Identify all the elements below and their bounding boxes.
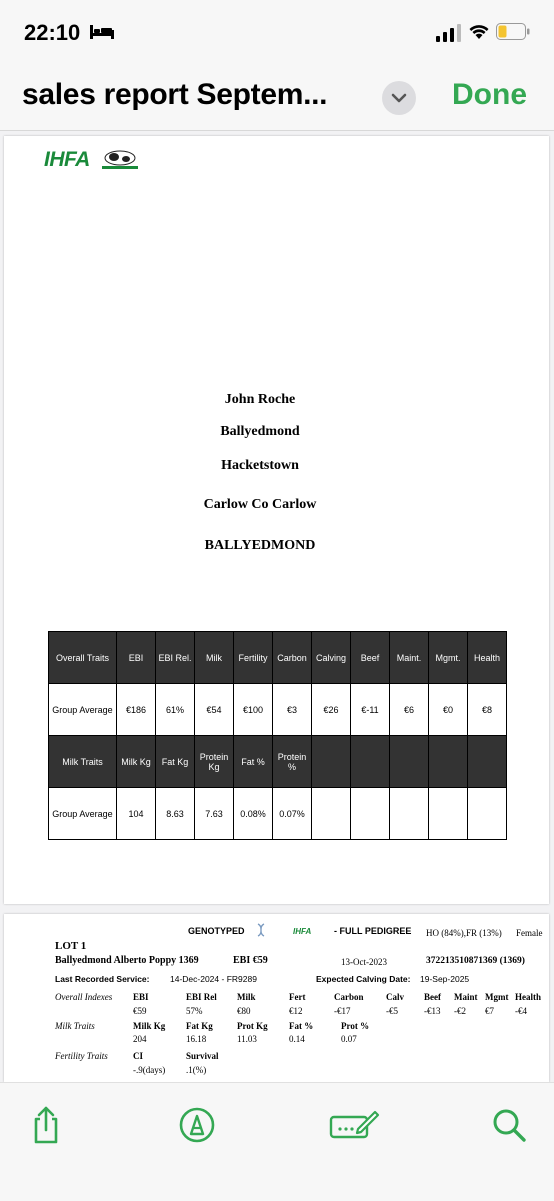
fertility-trait-value: -.9(days)	[133, 1065, 166, 1075]
milk-trait-header: Prot Kg	[237, 1021, 268, 1031]
date-of-birth: 13-Oct-2023	[341, 957, 387, 967]
table-cell: 8.63	[156, 788, 195, 840]
table-cell: €0	[429, 684, 468, 736]
ihfa-small-logo: IHFA	[293, 927, 312, 936]
table-cell: €26	[312, 684, 351, 736]
table-cell: 0.07%	[273, 788, 312, 840]
title-menu-button[interactable]	[382, 81, 416, 115]
index-header: Health	[515, 992, 541, 1002]
index-value: -€2	[454, 1006, 466, 1016]
table-cell: 61%	[156, 684, 195, 736]
index-value: €7	[485, 1006, 494, 1016]
milk-trait-header: Fat %	[289, 1021, 314, 1031]
table-header-cell	[468, 736, 507, 788]
table-header-cell: Protein Kg	[195, 736, 234, 788]
status-bar	[0, 0, 554, 64]
table-header-cell	[312, 736, 351, 788]
table-cell: €6	[390, 684, 429, 736]
table-header-cell: Overall Traits	[49, 632, 117, 684]
last-service-value: 14-Dec-2024 - FR9289	[170, 974, 257, 984]
milk-trait-header: Milk Kg	[133, 1021, 166, 1031]
group-average-table	[48, 631, 507, 840]
fertility-traits-label: Fertility Traits	[55, 1051, 108, 1061]
milk-trait-value: 0.14	[289, 1034, 305, 1044]
table-cell	[390, 788, 429, 840]
table-row	[49, 632, 507, 684]
index-value: -€4	[515, 1006, 527, 1016]
index-value: €12	[289, 1006, 303, 1016]
table-cell: €54	[195, 684, 234, 736]
ihfa-logo	[44, 148, 144, 172]
sex: Female	[516, 928, 543, 938]
table-cell: €-11	[351, 684, 390, 736]
index-value: 57%	[186, 1006, 203, 1016]
table-header-cell: Fat %	[234, 736, 273, 788]
table-header-cell: Health	[468, 632, 507, 684]
fertility-trait-header: CI	[133, 1051, 144, 1061]
table-header-cell: Milk Traits	[49, 736, 117, 788]
index-value: -€5	[386, 1006, 398, 1016]
table-row	[49, 736, 507, 788]
expected-calving-value: 19-Sep-2025	[420, 974, 470, 984]
done-button[interactable]: Done	[452, 78, 527, 111]
index-header: Calv	[386, 992, 404, 1002]
table-header-cell: Calving	[312, 632, 351, 684]
index-header: Milk	[237, 992, 256, 1002]
full-pedigree-label: - FULL PEDIGREE	[334, 926, 412, 936]
table-row	[49, 684, 507, 736]
herd-name: BALLYEDMOND	[204, 538, 316, 553]
index-header: Fert	[289, 992, 306, 1002]
table-header-cell	[390, 736, 429, 788]
index-header: Maint	[454, 992, 478, 1002]
owner-address-line-2: Hacketstown	[221, 458, 299, 473]
dna-icon	[256, 923, 266, 937]
fertility-trait-value: .1(%)	[186, 1065, 207, 1075]
wifi-icon	[468, 22, 490, 40]
table-cell	[468, 788, 507, 840]
milk-trait-value: 16.18	[186, 1034, 207, 1044]
table-header-cell: Carbon	[273, 632, 312, 684]
fertility-trait-header: Survival	[186, 1051, 219, 1061]
table-cell	[312, 788, 351, 840]
index-value: -€17	[334, 1006, 351, 1016]
bottom-toolbar	[0, 1082, 554, 1201]
markup-button[interactable]	[177, 1105, 217, 1145]
table-cell: €3	[273, 684, 312, 736]
markup-icon	[177, 1105, 217, 1145]
table-header-cell: Fat Kg	[156, 736, 195, 788]
cellular-signal-icon	[436, 24, 462, 42]
battery-icon	[496, 23, 530, 41]
animal-ebi: EBI €59	[233, 955, 268, 966]
table-header-cell	[429, 736, 468, 788]
table-header-cell: Maint.	[390, 632, 429, 684]
table-cell: Group Average	[49, 684, 117, 736]
owner-name: John Roche	[224, 392, 296, 407]
table-cell: €100	[234, 684, 273, 736]
index-value: €80	[237, 1006, 251, 1016]
table-cell: 7.63	[195, 788, 234, 840]
chevron-down-icon	[382, 81, 416, 115]
index-header: EBI	[133, 992, 149, 1002]
table-cell	[351, 788, 390, 840]
navigation-bar	[0, 64, 554, 131]
breed-composition: HO (84%),FR (13%)	[426, 928, 502, 938]
index-header: Beef	[424, 992, 441, 1002]
table-header-cell: Milk Kg	[117, 736, 156, 788]
owner-address-line-1: Ballyedmond	[220, 424, 300, 439]
table-header-cell: Milk	[195, 632, 234, 684]
search-icon	[490, 1105, 530, 1145]
sleep-focus-icon	[90, 25, 114, 39]
table-header-cell: EBI	[117, 632, 156, 684]
milk-trait-header: Fat Kg	[186, 1021, 213, 1031]
status-time: 22:10	[24, 20, 81, 45]
table-header-cell: Protein %	[273, 736, 312, 788]
tag-number: 372213510871369 (1369)	[426, 956, 525, 966]
lot-number: LOT 1	[55, 940, 87, 952]
table-cell: 0.08%	[234, 788, 273, 840]
milk-trait-value: 0.07	[341, 1034, 357, 1044]
share-icon	[26, 1105, 66, 1145]
index-header: EBI Rel	[186, 992, 217, 1002]
table-cell: 104	[117, 788, 156, 840]
milk-traits-label: Milk Traits	[55, 1021, 95, 1031]
table-header-cell: Fertility	[234, 632, 273, 684]
table-cell	[429, 788, 468, 840]
document-page-2	[4, 914, 549, 1082]
index-value: -€13	[424, 1006, 441, 1016]
last-service-label: Last Recorded Service:	[55, 974, 150, 984]
document-page-1	[4, 136, 549, 904]
animal-name: Ballyedmond Alberto Poppy 1369	[55, 955, 199, 966]
search-button[interactable]	[490, 1105, 530, 1145]
milk-trait-value: 11.03	[237, 1034, 257, 1044]
fill-and-sign-button[interactable]	[328, 1105, 380, 1145]
index-header: Carbon	[334, 992, 364, 1002]
document-title: sales report Septem...	[22, 78, 328, 111]
table-header-cell: Mgmt.	[429, 632, 468, 684]
table-row	[49, 788, 507, 840]
table-header-cell: EBI Rel.	[156, 632, 195, 684]
owner-address-line-3: Carlow Co Carlow	[203, 497, 317, 512]
genotyped-label: GENOTYPED	[188, 926, 245, 936]
index-value: €59	[133, 1006, 147, 1016]
table-cell: Group Average	[49, 788, 117, 840]
cow-logo-icon	[102, 148, 138, 170]
index-header: Mgmt	[485, 992, 509, 1002]
table-cell: €186	[117, 684, 156, 736]
share-button[interactable]	[26, 1105, 66, 1145]
table-cell: €8	[468, 684, 507, 736]
signature-icon	[328, 1105, 380, 1145]
logo-text: IHFA	[44, 148, 90, 171]
table-header-cell	[351, 736, 390, 788]
overall-indexes-label: Overall Indexes	[55, 992, 113, 1002]
milk-trait-value: 204	[133, 1034, 147, 1044]
milk-trait-header: Prot %	[341, 1021, 370, 1031]
table-header-cell: Beef	[351, 632, 390, 684]
expected-calving-label: Expected Calving Date:	[316, 974, 411, 984]
